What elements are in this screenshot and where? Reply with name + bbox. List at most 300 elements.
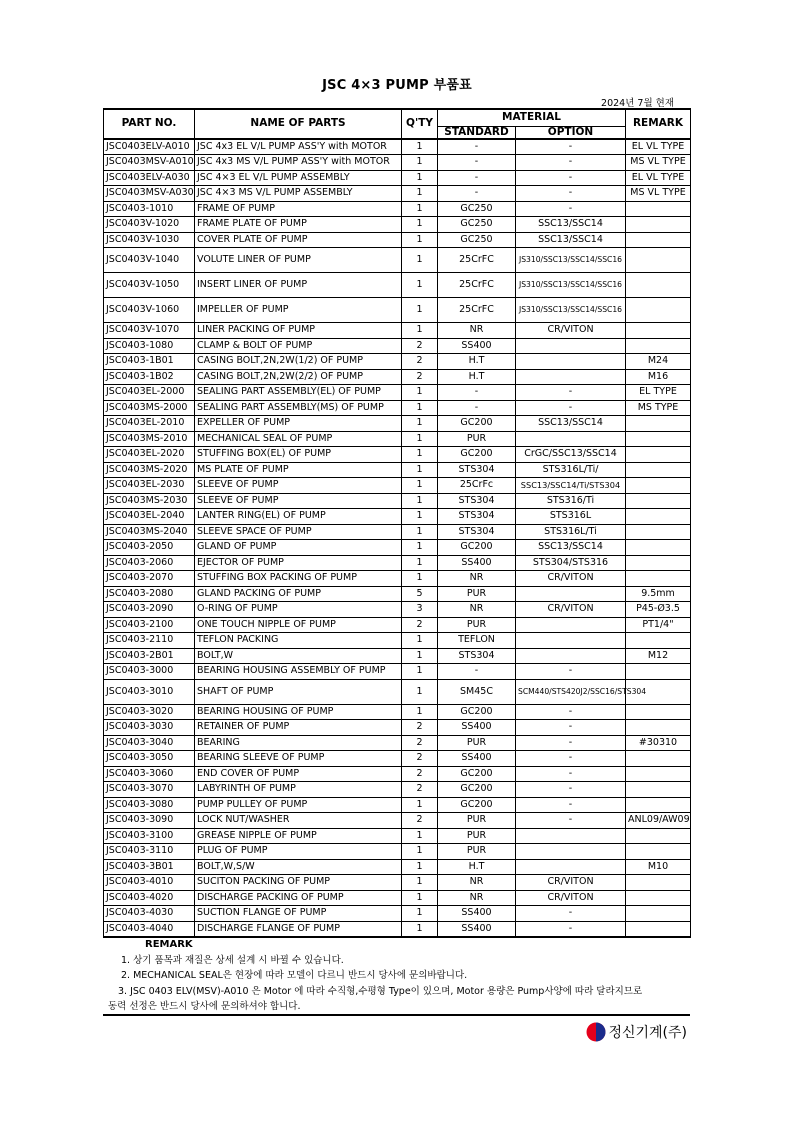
cell-option: STS316/Ti xyxy=(516,493,626,509)
table-row xyxy=(104,720,691,736)
remark-title: REMARK xyxy=(145,939,193,950)
cell-qty: 1 xyxy=(402,273,438,298)
cell-option: - xyxy=(516,797,626,813)
date-label: 2024년 7월 현재 xyxy=(601,98,674,109)
cell-standard: GC200 xyxy=(438,416,516,432)
cell-part-no: JSC0403-3110 xyxy=(104,844,195,860)
cell-remark xyxy=(626,921,691,937)
cell-qty: 1 xyxy=(402,890,438,906)
header-qty: Q'TY xyxy=(402,109,438,139)
cell-part-no: JSC0403MS-2010 xyxy=(104,431,195,447)
cell-standard: - xyxy=(438,400,516,416)
cell-option: CrGC/SSC13/SSC14 xyxy=(516,447,626,463)
cell-part-no: JSC0403-4040 xyxy=(104,921,195,937)
cell-qty: 1 xyxy=(402,633,438,649)
cell-remark xyxy=(626,298,691,323)
cell-qty: 1 xyxy=(402,797,438,813)
cell-name: IMPELLER OF PUMP xyxy=(195,298,402,323)
cell-remark xyxy=(626,720,691,736)
cell-qty: 1 xyxy=(402,524,438,540)
cell-standard: PUR xyxy=(438,586,516,602)
cell-qty: 1 xyxy=(402,385,438,401)
cell-name: FRAME OF PUMP xyxy=(195,201,402,217)
cell-qty: 1 xyxy=(402,664,438,680)
cell-option: - xyxy=(516,704,626,720)
cell-option: SCM440/STS420J2/SSC16/STS304 xyxy=(516,679,626,704)
cell-standard: SS400 xyxy=(438,338,516,354)
table-row xyxy=(104,232,691,248)
cell-remark xyxy=(626,201,691,217)
cell-standard: SS400 xyxy=(438,906,516,922)
table-row xyxy=(104,155,691,171)
cell-qty: 2 xyxy=(402,338,438,354)
table-row xyxy=(104,186,691,202)
cell-name: END COVER OF PUMP xyxy=(195,766,402,782)
cell-option: - xyxy=(516,155,626,171)
cell-option: - xyxy=(516,186,626,202)
cell-part-no: JSC0403-2070 xyxy=(104,571,195,587)
table-row xyxy=(104,704,691,720)
cell-qty: 5 xyxy=(402,586,438,602)
cell-standard: H.T xyxy=(438,369,516,385)
cell-remark: MS TYPE xyxy=(626,400,691,416)
table-row xyxy=(104,664,691,680)
cell-standard: 25CrFC xyxy=(438,273,516,298)
table-row xyxy=(104,890,691,906)
cell-qty: 2 xyxy=(402,813,438,829)
cell-standard: GC250 xyxy=(438,217,516,233)
cell-part-no: JSC0403-2080 xyxy=(104,586,195,602)
cell-part-no: JSC0403-1B02 xyxy=(104,369,195,385)
cell-remark xyxy=(626,844,691,860)
cell-part-no: JSC0403V-1060 xyxy=(104,298,195,323)
cell-standard: - xyxy=(438,186,516,202)
cell-remark xyxy=(626,248,691,273)
cell-remark xyxy=(626,509,691,525)
cell-standard: STS304 xyxy=(438,648,516,664)
cell-part-no: JSC0403EL-2040 xyxy=(104,509,195,525)
cell-part-no: JSC0403-4010 xyxy=(104,875,195,891)
table-row xyxy=(104,813,691,829)
cell-name: JSC 4x3 EL V/L PUMP ASS'Y with MOTOR xyxy=(195,139,402,155)
cell-part-no: JSC0403EL-2000 xyxy=(104,385,195,401)
cell-qty: 1 xyxy=(402,298,438,323)
cell-name: EJECTOR OF PUMP xyxy=(195,555,402,571)
remark-line-2: 2. MECHANICAL SEAL은 현장에 따라 모델이 다르니 반드시 당사에 문의바랍니다. xyxy=(121,970,468,981)
cell-option xyxy=(516,828,626,844)
cell-option: STS316L xyxy=(516,509,626,525)
cell-name: BEARING xyxy=(195,735,402,751)
cell-qty: 1 xyxy=(402,859,438,875)
cell-option: - xyxy=(516,664,626,680)
cell-option: - xyxy=(516,385,626,401)
cell-option xyxy=(516,648,626,664)
cell-standard: NR xyxy=(438,890,516,906)
cell-qty: 1 xyxy=(402,232,438,248)
cell-name: GREASE NIPPLE OF PUMP xyxy=(195,828,402,844)
parts-table xyxy=(103,108,691,938)
cell-remark xyxy=(626,890,691,906)
cell-qty: 1 xyxy=(402,906,438,922)
cell-option: - xyxy=(516,139,626,155)
cell-name: GLAND OF PUMP xyxy=(195,540,402,556)
cell-qty: 1 xyxy=(402,217,438,233)
table-row xyxy=(104,859,691,875)
company-logo xyxy=(586,1022,687,1042)
cell-part-no: JSC0403MSV-A030 xyxy=(104,186,195,202)
cell-option: - xyxy=(516,921,626,937)
cell-standard: - xyxy=(438,385,516,401)
cell-qty: 1 xyxy=(402,478,438,494)
cell-part-no: JSC0403V-1070 xyxy=(104,323,195,339)
cell-name: SEALING PART ASSEMBLY(EL) OF PUMP xyxy=(195,385,402,401)
table-row xyxy=(104,416,691,432)
cell-remark xyxy=(626,571,691,587)
table-row xyxy=(104,906,691,922)
cell-part-no: JSC0403-3B01 xyxy=(104,859,195,875)
table-row xyxy=(104,338,691,354)
cell-qty: 2 xyxy=(402,369,438,385)
table-row xyxy=(104,766,691,782)
cell-remark: M24 xyxy=(626,354,691,370)
cell-option xyxy=(516,354,626,370)
cell-part-no: JSC0403-3000 xyxy=(104,664,195,680)
cell-qty: 1 xyxy=(402,447,438,463)
cell-option: - xyxy=(516,782,626,798)
cell-qty: 1 xyxy=(402,875,438,891)
company-name: 정신기계(주) xyxy=(608,1025,687,1041)
cell-remark xyxy=(626,664,691,680)
cell-name: BOLT,W,S/W xyxy=(195,859,402,875)
cell-qty: 2 xyxy=(402,735,438,751)
cell-remark: 9.5mm xyxy=(626,586,691,602)
cell-option: - xyxy=(516,813,626,829)
cell-option: JS310/SSC13/SSC14/SSC16 xyxy=(516,298,626,323)
table-row xyxy=(104,248,691,273)
cell-standard: GC200 xyxy=(438,540,516,556)
header-option: OPTION xyxy=(516,126,626,139)
cell-standard: SM45C xyxy=(438,679,516,704)
cell-name: COVER PLATE OF PUMP xyxy=(195,232,402,248)
cell-standard: SS400 xyxy=(438,921,516,937)
cell-option: - xyxy=(516,170,626,186)
cell-option: - xyxy=(516,201,626,217)
cell-part-no: JSC0403-3090 xyxy=(104,813,195,829)
cell-qty: 2 xyxy=(402,720,438,736)
cell-option xyxy=(516,617,626,633)
remark-line-1: 1. 상기 품목과 재질은 상세 설계 시 바뀔 수 있습니다. xyxy=(121,954,344,966)
cell-remark xyxy=(626,416,691,432)
cell-remark xyxy=(626,323,691,339)
header-standard: STANDARD xyxy=(438,126,516,139)
cell-name: RETAINER OF PUMP xyxy=(195,720,402,736)
cell-qty: 1 xyxy=(402,540,438,556)
cell-remark xyxy=(626,906,691,922)
cell-remark: P45-Ø3.5 xyxy=(626,602,691,618)
cell-part-no: JSC0403-2090 xyxy=(104,602,195,618)
cell-part-no: JSC0403-3010 xyxy=(104,679,195,704)
cell-option: CR/VITON xyxy=(516,602,626,618)
cell-name: DISCHARGE PACKING OF PUMP xyxy=(195,890,402,906)
page-title: JSC 4×3 PUMP 부품표 xyxy=(322,78,472,93)
table-row xyxy=(104,217,691,233)
cell-name: FRAME PLATE OF PUMP xyxy=(195,217,402,233)
cell-remark xyxy=(626,875,691,891)
table-row xyxy=(104,385,691,401)
table-row xyxy=(104,782,691,798)
cell-remark xyxy=(626,524,691,540)
cell-standard: TEFLON xyxy=(438,633,516,649)
cell-qty: 1 xyxy=(402,493,438,509)
cell-standard: SS400 xyxy=(438,555,516,571)
cell-name: LINER PACKING OF PUMP xyxy=(195,323,402,339)
cell-standard: PUR xyxy=(438,617,516,633)
cell-remark: M12 xyxy=(626,648,691,664)
cell-qty: 1 xyxy=(402,248,438,273)
cell-part-no: JSC0403EL-2030 xyxy=(104,478,195,494)
table-row xyxy=(104,462,691,478)
cell-part-no: JSC0403-3060 xyxy=(104,766,195,782)
cell-remark xyxy=(626,704,691,720)
cell-part-no: JSC0403-2050 xyxy=(104,540,195,556)
cell-part-no: JSC0403-1010 xyxy=(104,201,195,217)
table-row xyxy=(104,369,691,385)
cell-standard: NR xyxy=(438,323,516,339)
cell-qty: 1 xyxy=(402,921,438,937)
cell-name: LOCK NUT/WASHER xyxy=(195,813,402,829)
cell-part-no: JSC0403V-1020 xyxy=(104,217,195,233)
cell-name: MECHANICAL SEAL OF PUMP xyxy=(195,431,402,447)
cell-option: CR/VITON xyxy=(516,571,626,587)
cell-standard: GC200 xyxy=(438,797,516,813)
table-row xyxy=(104,751,691,767)
cell-option xyxy=(516,431,626,447)
cell-remark xyxy=(626,478,691,494)
cell-option: - xyxy=(516,735,626,751)
table-row xyxy=(104,447,691,463)
cell-remark xyxy=(626,782,691,798)
cell-name: JSC 4x3 MS V/L PUMP ASS'Y with MOTOR xyxy=(195,155,402,171)
cell-standard: - xyxy=(438,664,516,680)
cell-option xyxy=(516,844,626,860)
cell-part-no: JSC0403-1B01 xyxy=(104,354,195,370)
cell-remark xyxy=(626,540,691,556)
cell-qty: 1 xyxy=(402,679,438,704)
table-row xyxy=(104,478,691,494)
table-row xyxy=(104,555,691,571)
cell-remark xyxy=(626,273,691,298)
cell-qty: 1 xyxy=(402,555,438,571)
cell-standard: 25CrFC xyxy=(438,248,516,273)
cell-standard: 25CrFC xyxy=(438,298,516,323)
cell-standard: NR xyxy=(438,875,516,891)
cell-remark xyxy=(626,828,691,844)
cell-part-no: JSC0403EL-2010 xyxy=(104,416,195,432)
cell-standard: PUR xyxy=(438,735,516,751)
table-row xyxy=(104,170,691,186)
cell-qty: 1 xyxy=(402,704,438,720)
cell-name: BEARING SLEEVE OF PUMP xyxy=(195,751,402,767)
cell-option: - xyxy=(516,400,626,416)
cell-remark xyxy=(626,633,691,649)
header-remark: REMARK xyxy=(626,109,691,139)
cell-remark xyxy=(626,462,691,478)
table-row xyxy=(104,875,691,891)
remark-section xyxy=(103,937,690,1015)
remark-line-3-cont: 동력 선정은 반드시 당사에 문의하셔야 합니다. xyxy=(108,1001,301,1012)
cell-remark: PT1/4" xyxy=(626,617,691,633)
cell-standard: NR xyxy=(438,571,516,587)
table-row xyxy=(104,648,691,664)
cell-qty: 1 xyxy=(402,201,438,217)
cell-option: SSC13/SSC14 xyxy=(516,232,626,248)
cell-remark xyxy=(626,447,691,463)
cell-standard: PUR xyxy=(438,828,516,844)
cell-standard: STS304 xyxy=(438,509,516,525)
cell-part-no: JSC0403V-1030 xyxy=(104,232,195,248)
cell-part-no: JSC0403ELV-A030 xyxy=(104,170,195,186)
cell-option: STS316L/Ti/ xyxy=(516,462,626,478)
cell-standard: - xyxy=(438,139,516,155)
cell-qty: 1 xyxy=(402,323,438,339)
cell-standard: - xyxy=(438,155,516,171)
cell-option: - xyxy=(516,906,626,922)
cell-qty: 1 xyxy=(402,571,438,587)
cell-part-no: JSC0403MS-2030 xyxy=(104,493,195,509)
cell-name: PLUG OF PUMP xyxy=(195,844,402,860)
cell-part-no: JSC0403MS-2040 xyxy=(104,524,195,540)
cell-remark xyxy=(626,493,691,509)
cell-qty: 2 xyxy=(402,766,438,782)
table-row xyxy=(104,844,691,860)
cell-name: LABYRINTH OF PUMP xyxy=(195,782,402,798)
table-row xyxy=(104,797,691,813)
cell-name: GLAND PACKING OF PUMP xyxy=(195,586,402,602)
cell-option: JS310/SSC13/SSC14/SSC16 xyxy=(516,248,626,273)
cell-qty: 1 xyxy=(402,170,438,186)
parts-table-body xyxy=(104,139,691,937)
cell-qty: 1 xyxy=(402,509,438,525)
cell-name: BEARING HOUSING OF PUMP xyxy=(195,704,402,720)
cell-part-no: JSC0403ELV-A010 xyxy=(104,139,195,155)
cell-remark: EL VL TYPE xyxy=(626,139,691,155)
cell-qty: 1 xyxy=(402,828,438,844)
cell-name: PUMP PULLEY OF PUMP xyxy=(195,797,402,813)
cell-part-no: JSC0403MSV-A010 xyxy=(104,155,195,171)
cell-option: CR/VITON xyxy=(516,875,626,891)
cell-remark: ANL09/AW09 xyxy=(626,813,691,829)
cell-qty: 1 xyxy=(402,400,438,416)
cell-name: SHAFT OF PUMP xyxy=(195,679,402,704)
cell-standard: GC200 xyxy=(438,766,516,782)
cell-part-no: JSC0403-4030 xyxy=(104,906,195,922)
cell-qty: 2 xyxy=(402,782,438,798)
cell-remark xyxy=(626,338,691,354)
cell-option: SSC13/SSC14/Ti/STS304 xyxy=(516,478,626,494)
table-row xyxy=(104,431,691,447)
cell-part-no: JSC0403-2060 xyxy=(104,555,195,571)
cell-name: O-RING OF PUMP xyxy=(195,602,402,618)
cell-option: - xyxy=(516,751,626,767)
cell-name: SLEEVE OF PUMP xyxy=(195,493,402,509)
cell-option: - xyxy=(516,720,626,736)
cell-name: SLEEVE SPACE OF PUMP xyxy=(195,524,402,540)
cell-part-no: JSC0403-3040 xyxy=(104,735,195,751)
table-row xyxy=(104,571,691,587)
cell-qty: 1 xyxy=(402,416,438,432)
cell-part-no: JSC0403MS-2000 xyxy=(104,400,195,416)
cell-name: CASING BOLT,2N,2W(1/2) OF PUMP xyxy=(195,354,402,370)
table-row xyxy=(104,735,691,751)
cell-remark: MS VL TYPE xyxy=(626,155,691,171)
table-row xyxy=(104,540,691,556)
table-row xyxy=(104,273,691,298)
cell-name: JSC 4×3 EL V/L PUMP ASSEMBLY xyxy=(195,170,402,186)
cell-name: ONE TOUCH NIPPLE OF PUMP xyxy=(195,617,402,633)
cell-option: STS316L/Ti xyxy=(516,524,626,540)
cell-standard: GC200 xyxy=(438,447,516,463)
cell-option: CR/VITON xyxy=(516,323,626,339)
table-row xyxy=(104,586,691,602)
table-row xyxy=(104,524,691,540)
cell-option xyxy=(516,859,626,875)
cell-remark xyxy=(626,751,691,767)
table-row xyxy=(104,298,691,323)
cell-standard: STS304 xyxy=(438,493,516,509)
cell-name: VOLUTE LINER OF PUMP xyxy=(195,248,402,273)
cell-standard: H.T xyxy=(438,354,516,370)
table-row xyxy=(104,354,691,370)
cell-part-no: JSC0403-1080 xyxy=(104,338,195,354)
cell-name: SEALING PART ASSEMBLY(MS) OF PUMP xyxy=(195,400,402,416)
remark-line-3: 3. JSC 0403 ELV(MSV)-A010 은 Motor 에 따라 수직형,수평형 Type이 있으며, Motor 용량은 Pump사양에 따라 달라지므로 xyxy=(118,985,643,997)
table-row xyxy=(104,633,691,649)
table-row xyxy=(104,493,691,509)
cell-part-no: JSC0403-3070 xyxy=(104,782,195,798)
cell-name: DISCHARGE FLANGE OF PUMP xyxy=(195,921,402,937)
cell-standard: GC200 xyxy=(438,782,516,798)
cell-qty: 1 xyxy=(402,155,438,171)
cell-option xyxy=(516,338,626,354)
cell-standard: GC250 xyxy=(438,201,516,217)
cell-qty: 1 xyxy=(402,844,438,860)
cell-remark xyxy=(626,766,691,782)
table-row xyxy=(104,679,691,704)
cell-qty: 1 xyxy=(402,139,438,155)
cell-remark: EL VL TYPE xyxy=(626,170,691,186)
cell-name: CLAMP & BOLT OF PUMP xyxy=(195,338,402,354)
cell-remark xyxy=(626,217,691,233)
cell-part-no: JSC0403-3030 xyxy=(104,720,195,736)
cell-standard: SS400 xyxy=(438,751,516,767)
cell-qty: 3 xyxy=(402,602,438,618)
cell-option: STS304/STS316 xyxy=(516,555,626,571)
cell-option xyxy=(516,369,626,385)
cell-part-no: JSC0403V-1050 xyxy=(104,273,195,298)
cell-standard: PUR xyxy=(438,431,516,447)
cell-option: SSC13/SSC14 xyxy=(516,217,626,233)
header-name: NAME OF PARTS xyxy=(195,109,402,139)
cell-remark: M16 xyxy=(626,369,691,385)
cell-option: CR/VITON xyxy=(516,890,626,906)
cell-remark: MS VL TYPE xyxy=(626,186,691,202)
cell-name: STUFFING BOX(EL) OF PUMP xyxy=(195,447,402,463)
cell-standard: STS304 xyxy=(438,524,516,540)
cell-name: SUCITON PACKING OF PUMP xyxy=(195,875,402,891)
cell-standard: NR xyxy=(438,602,516,618)
cell-option: JS310/SSC13/SSC14/SSC16 xyxy=(516,273,626,298)
cell-name: INSERT LINER OF PUMP xyxy=(195,273,402,298)
